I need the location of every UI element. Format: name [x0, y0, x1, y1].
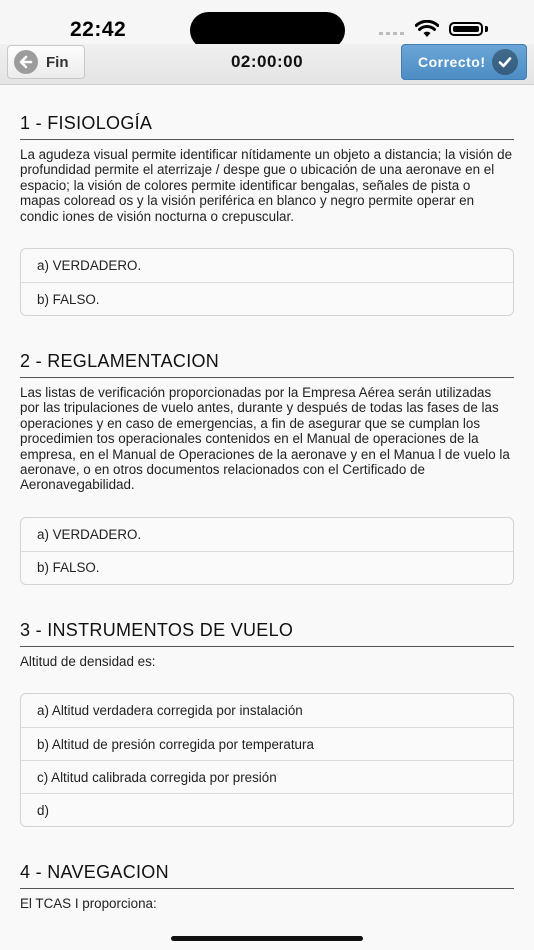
question-title: 3 - INSTRUMENTOS DE VUELO: [20, 620, 514, 647]
answer-option-b[interactable]: b) FALSO.: [21, 282, 513, 315]
question-1: [20, 113, 514, 316]
question-text: Altitud de densidad es:: [20, 653, 156, 669]
question-3: [20, 620, 514, 827]
check-icon: [492, 49, 518, 75]
question-2: [20, 351, 514, 585]
fin-button-label: Fin: [46, 53, 69, 71]
question-text: La agudeza visual permite identificar nítidamente un objeto a distancia; la visión de profundidad permite el aterrizaje / despe gue o ubicación de una aeronave en el espacio; la visión de colores permite identificar bengalas, señales de pista o mapas coloread os y la visión periférica en blanco y negro permite operar en condic iones de visión nocturna o crepuscular.: [20, 147, 513, 224]
answer-options: [20, 693, 514, 827]
question-text: Las listas de verificación proporcionadas por la Empresa Aérea serán utilizadas por las tripulaciones de vuelo antes, durante y después de todas las fases de las operaciones y en caso de emergencias, a fin de asegurar que se cumplan los procedimien tos operacionales contenidos en el Manual de operaciones de la empresa, en el Manual de Operaciones de la aeronave y en el Manua l de vuelo la aeronave, o en otros documentos relacionados con el Certificado de Aeronavegabilidad.: [20, 385, 510, 493]
question-title: 2 - REGLAMENTACION: [20, 351, 514, 378]
status-bar: [0, 0, 534, 44]
correcto-button[interactable]: [401, 44, 527, 80]
correcto-button-label: Correcto!: [418, 54, 486, 70]
status-time: 22:42: [70, 18, 127, 41]
answer-option-a[interactable]: a) VERDADERO.: [37, 258, 142, 274]
answer-options: [20, 517, 514, 585]
answer-option-a[interactable]: a) Altitud verdadera corregida por instalación: [37, 703, 303, 719]
signal-dots-icon: [379, 32, 405, 35]
question-title: 1 - FISIOLOGÍA: [20, 113, 514, 140]
home-indicator[interactable]: [171, 936, 363, 941]
answer-option-b[interactable]: b) FALSO.: [21, 551, 513, 584]
answer-option-b[interactable]: b) Altitud de presión corregida por temperatura: [21, 727, 513, 760]
wifi-icon: [415, 20, 439, 38]
question-title: 4 - NAVEGACION: [20, 862, 514, 889]
answer-options: [20, 248, 514, 316]
answer-option-c[interactable]: c) Altitud calibrada corregida por presión: [21, 760, 513, 793]
countdown-timer: 02:00:00: [230, 52, 304, 71]
question-4: [20, 862, 514, 911]
answer-option-d[interactable]: d): [21, 793, 513, 826]
question-text: El TCAS I proporciona:: [20, 896, 157, 912]
toolbar: [0, 44, 534, 85]
battery-icon: [449, 22, 483, 36]
quiz-content: [20, 113, 514, 947]
answer-option-a[interactable]: a) VERDADERO.: [37, 526, 142, 542]
